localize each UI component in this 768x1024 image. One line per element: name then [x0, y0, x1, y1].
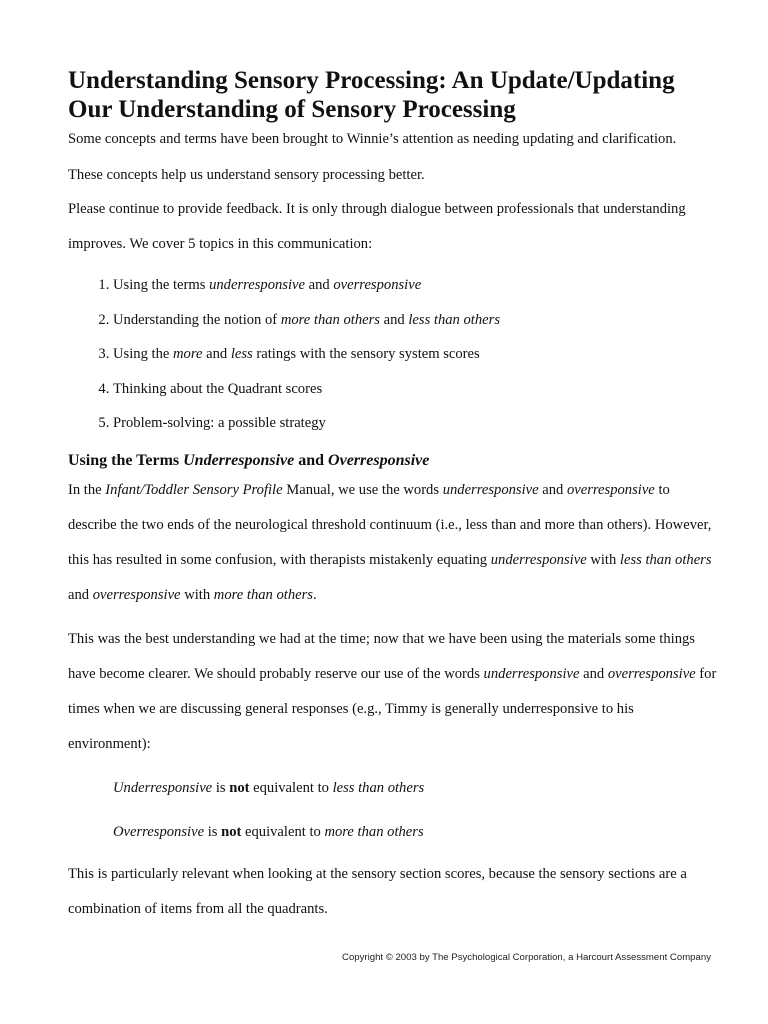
intro-paragraph-1: Some concepts and terms have been brought to Winnie’s attention as needing updating and clarification.: [68, 131, 677, 147]
section-paragraph-1: In the Infant/Toddler Sensory Profile Manual, we use the words underresponsive and overresponsive to describe the two ends of the neurological threshold continuum (i.e., less than and more than others). However, this has resulted in some confusion, with therapists mistakenly equating underresponsive with less than others and overresponsive with more than others.: [68, 481, 712, 603]
intro-paragraph-2: These concepts help us understand sensory processing better.: [68, 167, 425, 183]
copyright-footer: Copyright © 2003 by The Psychological Corporation, a Harcourt Assessment Company: [342, 952, 711, 963]
list-item: 1. Using the terms underresponsive and overresponsive: [113, 268, 718, 303]
list-item: 4. Thinking about the Quadrant scores: [113, 372, 718, 407]
section-heading: Using the Terms Underresponsive and Overresponsive: [68, 451, 430, 469]
document-page: [68, 66, 718, 927]
topics-list: [68, 268, 718, 441]
intro-paragraph-3: Please continue to provide feedback. It is only through dialogue between professionals that understanding improves. We cover 5 topics in this communication:: [68, 201, 686, 252]
list-item: 2. Understanding the notion of more than others and less than others: [113, 303, 718, 338]
section-paragraph-2: This was the best understanding we had at the time; now that we have been using the materials some things have become clearer. We should probably reserve our use of the words underresponsive and overresponsive for times when we are discussing general responses (e.g., Timmy is generally underresponsive to his environment):: [68, 630, 717, 752]
list-item: 5. Problem-solving: a possible strategy: [113, 406, 718, 441]
document-title: Understanding Sensory Processing: An Update/Updating Our Understanding of Sensory Processing: [68, 67, 675, 123]
list-item: 3. Using the more and less ratings with the sensory system scores: [113, 337, 718, 372]
quote-line-1: Underresponsive is not equivalent to less than others: [113, 779, 425, 796]
section-paragraph-3: This is particularly relevant when looking at the sensory section scores, because the sensory sections are a combination of items from all the quadrants.: [68, 865, 687, 917]
quote-line-2: Overresponsive is not equivalent to more than others: [113, 823, 424, 840]
